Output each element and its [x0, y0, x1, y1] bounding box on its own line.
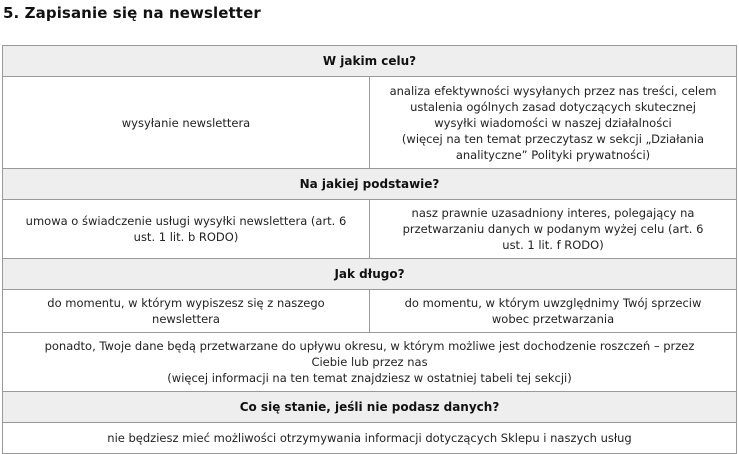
- purpose-right-line: wysyłki wiadomości w naszej działalności: [434, 115, 672, 130]
- section-title: 5. Zapisanie się na newsletter: [3, 4, 261, 22]
- consequences-header: Co się stanie, jeśli nie podasz danych?: [3, 392, 737, 423]
- consequences-cell: nie będziesz mieć możliwości otrzymywania informacji dotyczących Sklepu i naszych usług: [3, 423, 737, 454]
- purpose-right-line: analityczne” Polityki prywatności): [455, 147, 651, 162]
- duration-extra-line: (więcej informacji na ten temat znajdziesz w ostatniej tabeli tej sekcji): [167, 371, 572, 385]
- basis-header: Na jakiej podstawie?: [3, 169, 737, 200]
- purpose-header-row: [3, 46, 737, 77]
- basis-right-line: ust. 1 lit. f RODO): [502, 238, 604, 252]
- duration-right-line: wobec przetwarzania: [491, 312, 615, 326]
- duration-header: Jak długo?: [3, 259, 737, 290]
- duration-header-row: [3, 259, 737, 290]
- basis-left-cell: [3, 200, 370, 259]
- consequences-header-row: [3, 392, 737, 423]
- purpose-header: W jakim celu?: [3, 46, 737, 77]
- basis-right-cell: [370, 200, 737, 259]
- duration-right-cell: [370, 290, 737, 333]
- basis-left-line: ust. 1 lit. b RODO): [133, 230, 239, 244]
- basis-right-line: przetwarzaniu danych w podanym wyżej celu (art. 6: [402, 222, 704, 236]
- duration-right-line: do momentu, w którym uwzględnimy Twój sprzeciw: [404, 296, 702, 310]
- basis-right-line: nasz prawnie uzasadniony interes, polegający na: [411, 206, 695, 220]
- duration-extra-row: [3, 333, 737, 392]
- duration-row: [3, 290, 737, 333]
- basis-row: [3, 200, 737, 259]
- duration-extra-line: ponadto, Twoje dane będą przetwarzane do upływu okresu, w którym możliwe jest dochodzenie roszczeń – przez: [44, 339, 695, 353]
- duration-left-line: do momentu, w którym wypiszesz się z naszego: [47, 296, 325, 310]
- data-processing-table: [2, 45, 737, 454]
- duration-extra-line: Ciebie lub przez nas: [311, 355, 428, 369]
- consequences-row: [3, 423, 737, 454]
- duration-left-line: newslettera: [152, 312, 220, 326]
- basis-left-line: umowa o świadczenie usługi wysyłki newslettera (art. 6: [25, 214, 347, 228]
- purpose-right-line: ustalenia ogólnych zasad dotyczących skutecznej: [410, 99, 696, 114]
- purpose-left-cell: wysyłanie newslettera: [3, 77, 370, 169]
- purpose-right-line: analiza efektywności wysyłanych przez nas treści, celem: [389, 83, 717, 98]
- purpose-right-line: (więcej na ten temat przeczytasz w sekcji „Działania: [401, 131, 705, 146]
- duration-left-cell: [3, 290, 370, 333]
- purpose-right-cell: [370, 77, 737, 169]
- purpose-row: [3, 77, 737, 169]
- basis-header-row: [3, 169, 737, 200]
- duration-extra-cell: [3, 333, 737, 392]
